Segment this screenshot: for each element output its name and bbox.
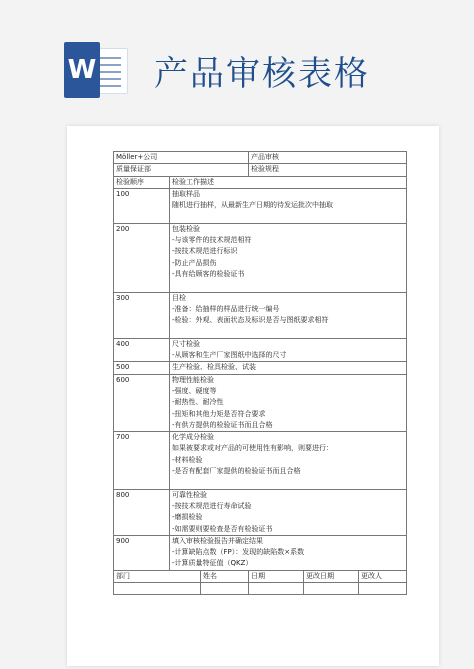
doc-title-cell: 产品审核 xyxy=(249,152,407,164)
step-line: 目检 xyxy=(172,293,186,302)
table-row xyxy=(114,223,407,292)
document-page xyxy=(67,126,439,666)
footer-name-field[interactable] xyxy=(201,582,249,594)
description-column-header: 检验工作描述 xyxy=(170,176,407,188)
step-line: -准备：给抽样的样品进行统一编号 xyxy=(172,304,280,313)
step-line: -强度、硬度等 xyxy=(172,386,217,395)
table-row xyxy=(114,338,407,362)
step-line: -材料检验 xyxy=(172,455,203,464)
table-row xyxy=(114,535,407,570)
step-line: 可靠性检验 xyxy=(172,490,207,499)
step-line: -耐热性、耐冷性 xyxy=(172,398,224,407)
page-title: 产品审核表格 xyxy=(154,54,370,94)
step-code: 800 xyxy=(114,489,170,535)
step-description xyxy=(170,188,407,223)
step-description xyxy=(170,362,407,374)
step-line: 抽取样品 xyxy=(172,189,200,198)
step-code: 100 xyxy=(114,188,170,223)
footer-change-date-field[interactable] xyxy=(304,582,359,594)
step-code: 600 xyxy=(114,374,170,431)
table-row xyxy=(114,432,407,489)
header-row-2 xyxy=(114,164,407,176)
step-description xyxy=(170,535,407,570)
table-row xyxy=(114,188,407,223)
footer-name-label: 姓名 xyxy=(201,570,249,582)
company-cell: Möller+公司 xyxy=(114,152,249,164)
table-row xyxy=(114,362,407,374)
banner xyxy=(0,0,474,118)
footer-changed-by-label: 更改人 xyxy=(359,570,407,582)
step-line: -是否有配套厂家提供的检验证书而且合格 xyxy=(172,467,301,476)
table-row xyxy=(114,489,407,535)
step-description xyxy=(170,338,407,362)
footer-date-label: 日期 xyxy=(249,570,304,582)
footer-blank-row xyxy=(114,582,407,594)
table-row xyxy=(114,374,407,431)
step-line: 如果被要求或对产品的可使用性有影响，则要进行： xyxy=(172,444,333,453)
step-description xyxy=(170,489,407,535)
step-code: 500 xyxy=(114,362,170,374)
footer-department-field[interactable] xyxy=(114,582,201,594)
step-description xyxy=(170,223,407,292)
step-line: 尺寸检验 xyxy=(172,339,200,348)
column-header-row xyxy=(114,176,407,188)
footer-changed-by-field[interactable] xyxy=(359,582,407,594)
step-line: 随机进行抽样，从最新生产日期的待发运批次中抽取 xyxy=(172,201,333,210)
order-column-header: 检验顺序 xyxy=(114,176,170,188)
step-line: -有供方提供的检验证书而且合格 xyxy=(172,420,273,429)
step-line: -具有给顾客的检验证书 xyxy=(172,269,245,278)
step-line: -防止产品损伤 xyxy=(172,258,217,267)
step-code: 300 xyxy=(114,292,170,338)
header-row-1 xyxy=(114,152,407,164)
word-icon xyxy=(64,42,128,98)
step-line: -计算缺陷点数（FP）：发现的缺陷数×系数 xyxy=(172,548,305,557)
step-line: 包装检验 xyxy=(172,224,200,233)
step-description xyxy=(170,374,407,431)
step-line: -按技术规范进行标识 xyxy=(172,247,238,256)
step-line: 生产检验、检具检验、试装 xyxy=(172,363,256,372)
step-code: 700 xyxy=(114,432,170,489)
step-description xyxy=(170,432,407,489)
footer-date-field[interactable] xyxy=(249,582,304,594)
step-line: -按技术规范进行寿命试验 xyxy=(172,501,252,510)
department-cell: 质量保证部 xyxy=(114,164,249,176)
step-line: -磨损检验 xyxy=(172,513,203,522)
step-line: -与该零件的技术规范相符 xyxy=(172,236,252,245)
footer-department-label: 部门 xyxy=(114,570,201,582)
step-line: -扭矩和其他力矩是否符合要求 xyxy=(172,409,266,418)
step-line: -如需要则要检查是否有检验证书 xyxy=(172,524,273,533)
step-description xyxy=(170,292,407,338)
inspection-form-table xyxy=(113,151,407,595)
step-line: -检验：外观、表面状态及标识是否与图纸要求相符 xyxy=(172,316,329,325)
step-code: 400 xyxy=(114,338,170,362)
step-line: -计算质量特征值（QKZ） xyxy=(172,559,253,568)
step-line: -从顾客和生产厂家图纸中选择的尺寸 xyxy=(172,351,287,360)
footer-label-row xyxy=(114,570,407,582)
step-code: 200 xyxy=(114,223,170,292)
step-line: 填入审核检验报告并确定结果 xyxy=(172,536,263,545)
step-code: 900 xyxy=(114,535,170,570)
table-row xyxy=(114,292,407,338)
step-line: 物理性能检验 xyxy=(172,375,214,384)
doc-subtitle-cell: 检验规程 xyxy=(249,164,407,176)
footer-change-date-label: 更改日期 xyxy=(304,570,359,582)
word-letter: W xyxy=(64,42,100,98)
step-line: 化学成分检验 xyxy=(172,433,214,442)
